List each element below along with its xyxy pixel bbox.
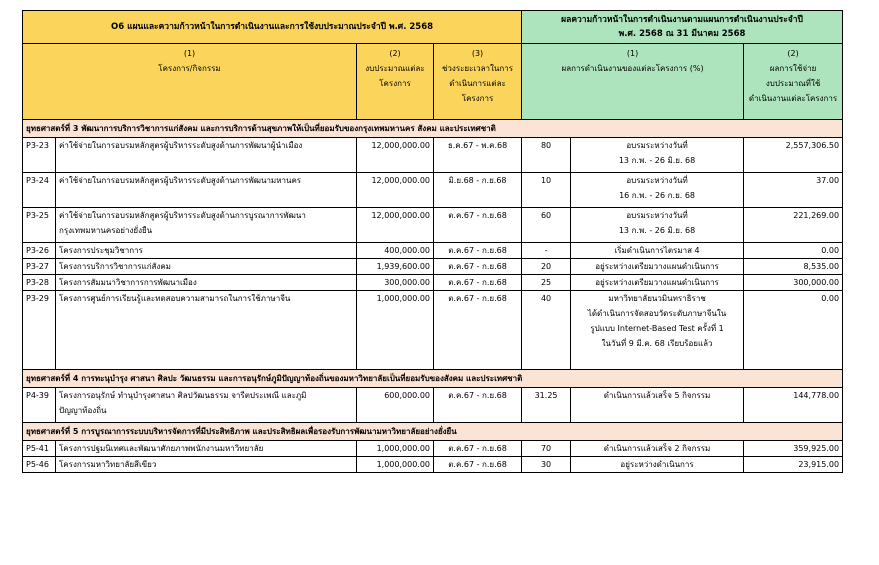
- table-row: P5-46 โครงการมหาวิทยาลัยสีเขียว 1,000,000.00 ต.ค.67 - ก.ย.68 30 อยู่ระหว่างดำเนินการ 23,915.00: [23, 457, 843, 473]
- col-header-period: (3) ช่วงระยะเวลาในการ ดำเนินการแต่ละ โครงการ: [434, 44, 522, 120]
- table-row: P3-23 ค่าใช้จ่ายในการอบรมหลักสูตรผู้บริหารระดับสูงด้านการพัฒนาผู้นำเมือง 12,000,000.00 ธ.ค.67 - พ.ค.68 80 อบรมระหว่างวันที่ 13 ก.พ. - 26 มิ.ย. 68 2,557,306.50: [23, 138, 843, 173]
- strategy-5-header: ยุทธศาสตร์ที่ 5 การบูรณาการระบบบริหารจัดการที่มีประสิทธิภาพ และประสิทธิผลเพื่อรองรับการพัฒนามหาวิทยาลัยอย่างยั่งยืน: [23, 423, 843, 441]
- table-row: P3-25 ค่าใช้จ่ายในการอบรมหลักสูตรผู้บริหารระดับสูงด้านการบูรณาการพัฒนา กรุงเทพมหานครอย่างยั่งยืน 12,000,000.00 ต.ค.67 - ก.ย.68 60 อบรมระหว่างวันที่ 13 ก.พ. - 26 มิ.ย. 68 221,269.00: [23, 208, 843, 243]
- strategy-4-header: ยุทธศาสตร์ที่ 4 การทะนุบำรุง ศาสนา ศิลปะ วัฒนธรรม และการอนุรักษ์ภูมิปัญญาท้องถิ่นของมหาวิทยาลัยเป็นที่ยอมรับของสังคม และประเทศชาติ: [23, 370, 843, 388]
- table-row: P5-41 โครงการปฐมนิเทศและพัฒนาศักยภาพพนักงานมหาวิทยาลัย 1,000,000.00 ต.ค.67 - ก.ย.68 70 ดำเนินการแล้วเสร็จ 2 กิจกรรม 359,925.00: [23, 441, 843, 457]
- col-header-result: (1) ผลการดำเนินงานของแต่ละโครงการ (%): [522, 44, 744, 120]
- table-row: P3-28 โครงการสัมมนาวิชาการการพัฒนาเมือง 300,000.00 ต.ค.67 - ก.ย.68 25 อยู่ระหว่างเตรียมวางแผนดำเนินการ 300,000.00: [23, 275, 843, 291]
- strategy-3-header: ยุทธศาสตร์ที่ 3 พัฒนาการบริการวิชาการแก่สังคม และการบริการด้านสุขภาพให้เป็นที่ยอมรับของกรุงเทพมหานคร สังคม และประเทศชาติ: [23, 120, 843, 138]
- table-row: P3-26 โครงการประชุมวิชาการ 400,000.00 ต.ค.67 - ก.ย.68 - เริ่มดำเนินการไตรมาส 4 0.00: [23, 243, 843, 259]
- budget-progress-table: [22, 10, 843, 473]
- table-row: P3-29 โครงการศูนย์การเรียนรู้และทดสอบความสามารถในการใช้ภาษาจีน 1,000,000.00 ต.ค.67 - ก.ย.68 40 มหาวิทยาลัยนวมินทราธิราช ได้ดำเนินการจัดสอบวัดระดับภาษาจีนใน รูปแบบ Internet-Based Test ครั้งที่ 1 ในวันที่ 9 มี.ค. 68 เรียบร้อยแล้ว 0.00: [23, 291, 843, 370]
- col-header-budget: (2) งบประมาณแต่ละ โครงการ: [357, 44, 434, 120]
- table-row: P3-24 ค่าใช้จ่ายในการอบรมหลักสูตรผู้บริหารระดับสูงด้านการพัฒนามหานคร 12,000,000.00 มิ.ย.68 - ก.ย.68 10 อบรมระหว่างวันที่ 16 ก.พ. - 26 ก.ย. 68 37.00: [23, 173, 843, 208]
- table-row: P3-27 โครงการบริการวิชาการแก่สังคม 1,939,600.00 ต.ค.67 - ก.ย.68 20 อยู่ระหว่างเตรียมวางแผนดำเนินการ 8,535.00: [23, 259, 843, 275]
- col-header-project: (1) โครงการ/กิจกรรม: [23, 44, 357, 120]
- col-header-spent: (2) ผลการใช้จ่าย งบประมาณที่ใช้ ดำเนินงานแต่ละโครงการ: [744, 44, 843, 120]
- left-title: O6 แผนและความก้าวหน้าในการดำเนินงานและการใช้งบประมาณประจำปี พ.ศ. 2568: [23, 11, 522, 44]
- table-row: P4-39 โครงการอนุรักษ์ ทำนุบำรุงศาสนา ศิลปวัฒนธรรม จารีตประเพณี และภูมิ ปัญญาท้องถิ่น 600,000.00 ต.ค.67 - ก.ย.68 31.25 ดำเนินการแล้วเสร็จ 5 กิจกรรม 144,778.00: [23, 388, 843, 423]
- right-title: ผลความก้าวหน้าในการดำเนินงานตามแผนการดำเนินงานประจำปี พ.ศ. 2568 ณ 31 มีนาคม 2568: [522, 11, 843, 44]
- report-container: [22, 10, 842, 473]
